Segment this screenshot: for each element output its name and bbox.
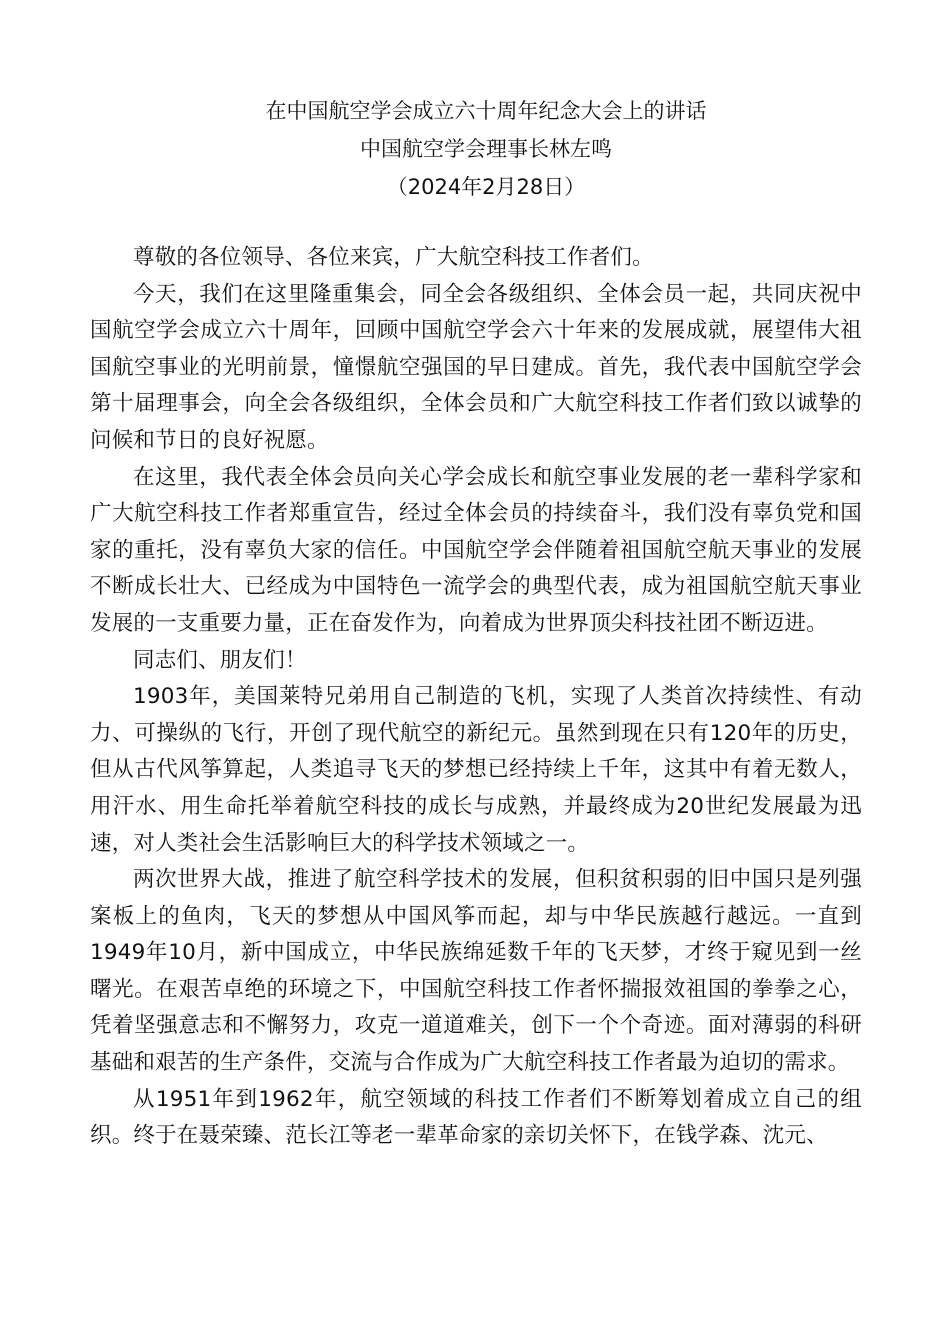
paragraph-address: 同志们、朋友们！ — [133, 647, 307, 673]
document-page — [90, 92, 862, 1155]
paragraph: 从1951年到1962年，航空领域的科技工作者们不断筹划着成立自己的组织。终于在聂荣臻、范长江等老一辈革命家的亲切关怀下，在钱学森、沈元、 — [90, 1086, 862, 1149]
paragraph-greeting: 尊敬的各位领导、各位来宾，广大航空科技工作者们。 — [133, 245, 654, 270]
paragraph: 今天，我们在这里隆重集会，同全会各级组织、全体会员一起，共同庆祝中国航空学会成立六十周年，回顾中国航空学会六十年来的发展成就，展望伟大祖国航空事业的光明前景，憧憬航空强国的早日建成。首先，我代表中国航空学会第十届理事会，向全会各级组织，全体会员和广大航空科技工作者们致以诚挚的问候和节日的良好祝愿。 — [90, 281, 862, 453]
document-date: （2024年2月28日） — [386, 175, 586, 199]
paragraph: 1903年，美国莱特兄弟用自己制造的飞机，实现了人类首次持续性、有动力、可操纵的飞行，开创了现代航空的新纪元。虽然到现在只有120年的历史，但从古代风筝算起，人类追寻飞天的梦想已经持续上千年，这其中有着无数人，用汗水、用生命托举着航空科技的成长与成熟，并最终成为20世纪发展最为迅速，对人类社会生活影响巨大的科学技术领域之一。 — [90, 684, 862, 856]
document-header — [90, 92, 862, 206]
document-title: 在中国航空学会成立六十周年纪念大会上的讲话 — [265, 99, 707, 123]
document-speaker: 中国航空学会理事长林左鸣 — [360, 137, 612, 161]
document-body — [90, 240, 862, 1155]
paragraph: 在这里，我代表全体会员向关心学会成长和航空事业发展的老一辈科学家和广大航空科技工作者郑重宣告，经过全体会员的持续奋斗，我们没有辜负党和国家的重托，没有辜负大家的信任。中国航空学会伴随着祖国航空航天事业的发展不断成长壮大、已经成为中国特色一流学会的典型代表，成为祖国航空航天事业发展的一支重要力量，正在奋发作为，向着成为世界顶尖科技社团不断迈进。 — [90, 464, 862, 636]
paragraph: 两次世界大战，推进了航空科学技术的发展，但积贫积弱的旧中国只是列强案板上的鱼肉，飞天的梦想从中国风筝而起，却与中华民族越行越远。一直到1949年10月，新中国成立，中华民族绵延数千年的飞天梦，才终于窥见到一丝曙光。在艰苦卓绝的环境之下，中国航空科技工作者怀揣报效祖国的拳拳之心，凭着坚强意志和不懈努力，攻克一道道难关，创下一个个奇迹。面对薄弱的科研基础和艰苦的生产条件，交流与合作成为广大航空科技工作者最为迫切的需求。 — [90, 867, 862, 1076]
